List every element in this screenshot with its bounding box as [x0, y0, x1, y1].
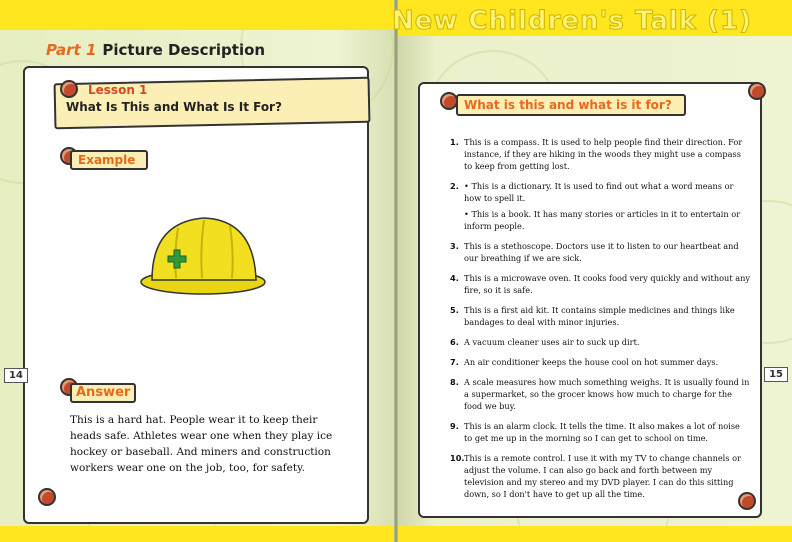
list-item: 1. This is a compass. It is used to help people find their direction. For instance, if they are hiking in the woods they might use a compass to keep from getting lost.	[450, 137, 743, 171]
list-item: 5. This is a first aid kit. It contains simple medicines and things like bandages to deal with minor injuries.	[450, 305, 735, 327]
list-item: 2. • This is a dictionary. It is used to find out what a word means or how to spell it. • This is a book. It has many stories or articles in it to entertain or inform people.	[450, 180, 750, 232]
snail-icon	[748, 82, 766, 100]
snail-icon	[38, 488, 56, 506]
list-item: 3. This is a stethoscope. Doctors use it to listen to our heartbeat and our breathing if we are sick.	[450, 241, 739, 263]
page-number-left: 14	[4, 368, 28, 383]
lesson-title: What Is This and What Is It For?	[66, 100, 282, 114]
list-item: 7. An air conditioner keeps the house cool on hot summer days.	[450, 357, 719, 367]
snail-icon	[60, 80, 78, 98]
answer-list	[450, 136, 750, 508]
list-item: 10. This is a remote control. I use it with my TV to change channels or adjust the volume. I can also go back and forth between my television and my stereo and my DVD player. I can do this sitting down, so I don't have to get up all the time.	[450, 453, 741, 499]
snail-icon	[738, 492, 756, 510]
part-title: Picture Description	[102, 41, 266, 59]
book-fold	[394, 0, 398, 542]
question-heading: What is this and what is it for?	[456, 94, 686, 116]
list-item: 6. A vacuum cleaner uses air to suck up dirt.	[450, 337, 640, 347]
answer-text: This is a hard hat. People wear it to keep their heads safe. Athletes wear one when they play ice hockey or baseball. And miners and construction workers wear one on the job, too, for safety.	[70, 414, 333, 474]
hard-hat-icon	[138, 208, 268, 298]
lesson-number: Lesson 1	[88, 83, 148, 97]
part-heading	[46, 41, 265, 59]
list-item: 4. This is a microwave oven. It cooks food very quickly and without any fire, so it is safe.	[450, 273, 750, 295]
page-number-right: 15	[764, 367, 788, 382]
example-tag: Example	[70, 150, 148, 170]
answer-tag: Answer	[70, 383, 136, 403]
list-item: 9. This is an alarm clock. It tells the time. It also makes a lot of noise to get me up in the morning so I can get to school on time.	[450, 421, 740, 443]
book-title: New Children's Talk (1)	[392, 6, 752, 36]
list-item: 8. A scale measures how much something weighs. It is usually found in a supermarket, so the grocer knows how much to charge for the food we buy.	[450, 377, 750, 411]
part-label: Part 1	[46, 41, 97, 59]
